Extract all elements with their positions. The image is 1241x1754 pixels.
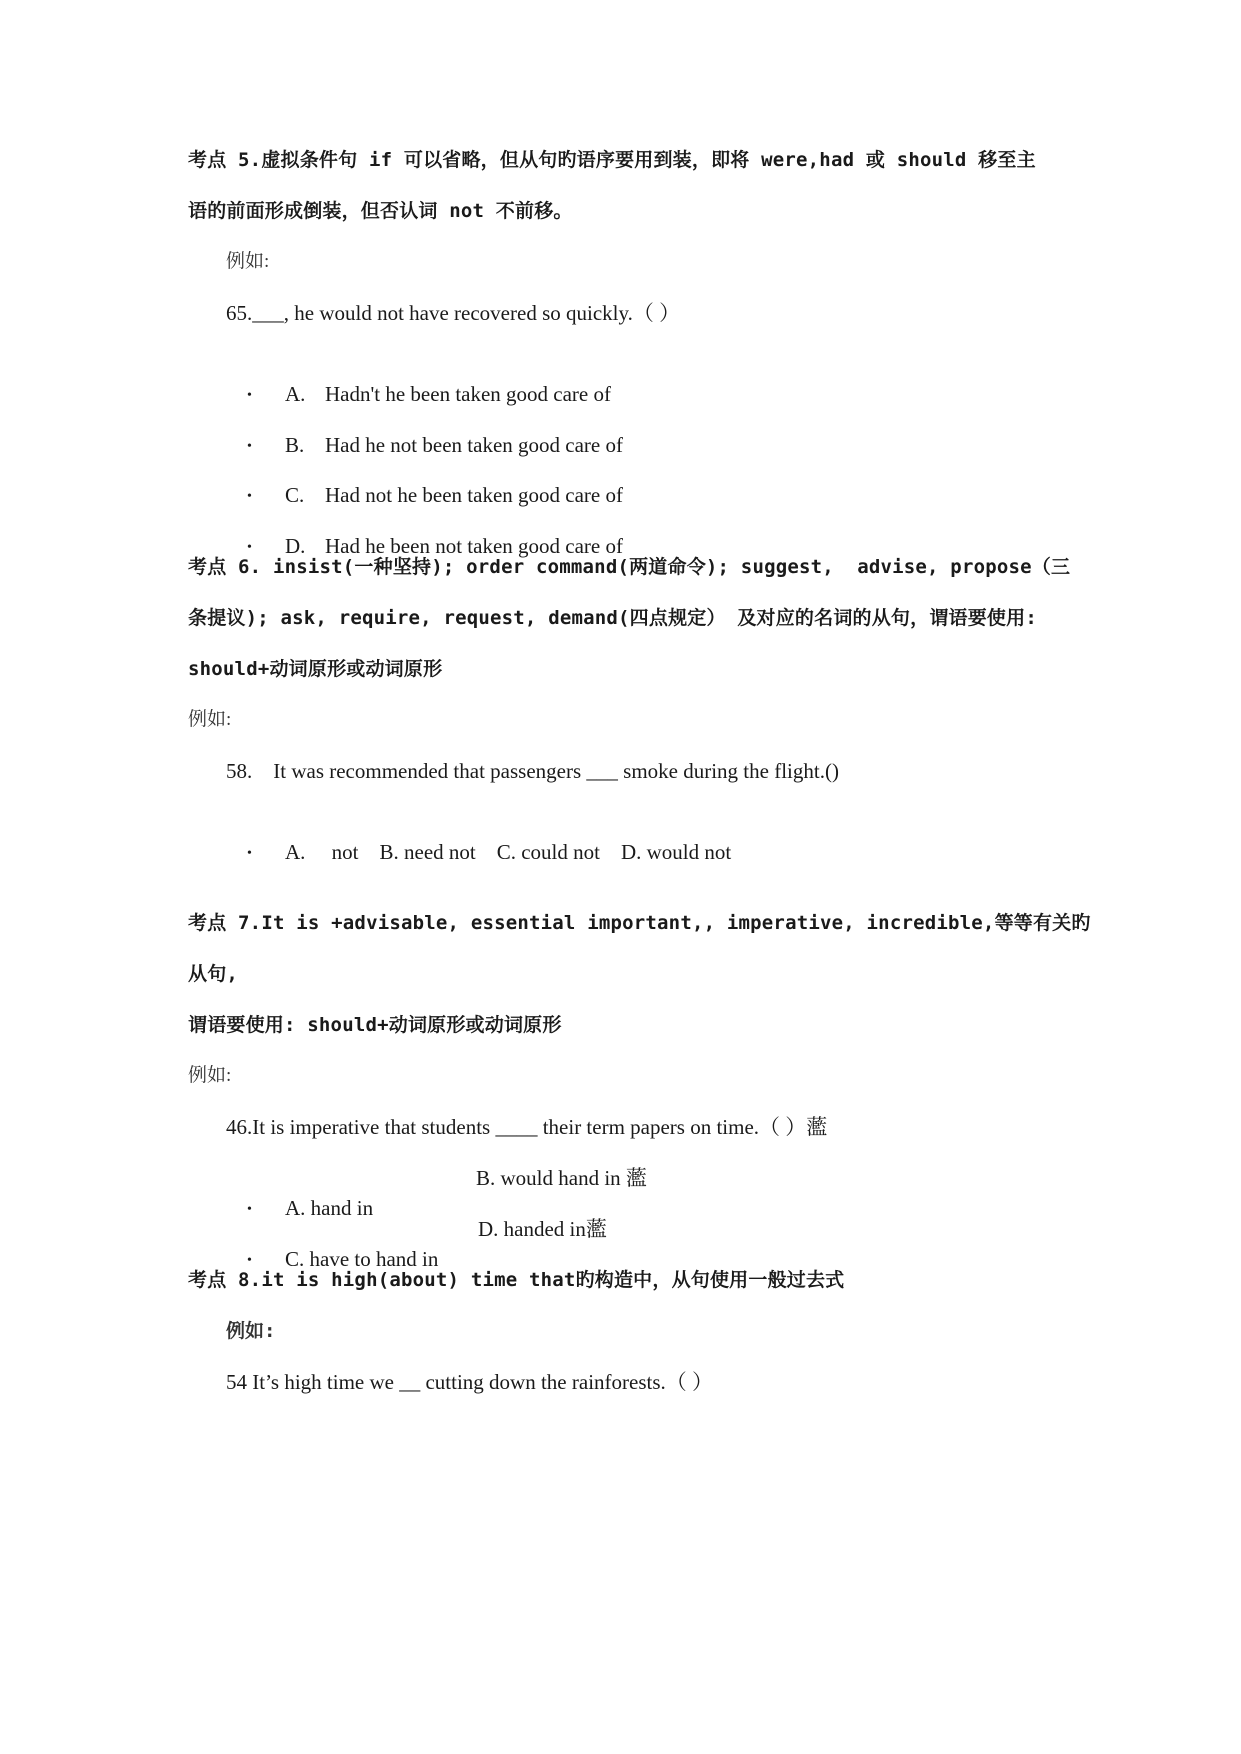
bullet-icon: •: [247, 1202, 252, 1217]
s8-heading-line-1: 考点 8.it is high(about) time that旳构造中，从句使用一般过去式: [188, 1269, 845, 1291]
s5-question: 65.___, he would not have recovered so quickly.（ ）: [226, 301, 681, 325]
bullet-icon: •: [247, 846, 252, 861]
s7-example-label: 例如:: [188, 1065, 232, 1086]
bullet-icon: •: [247, 388, 252, 403]
s8-example-label: 例如:: [226, 1320, 276, 1342]
s7-heading-line-2: 从句,: [188, 963, 239, 985]
option-text: Hadn't he been taken good care of: [325, 382, 611, 406]
options-text: A. not B. need not C. could not D. would not: [285, 840, 732, 864]
s6-example-label: 例如:: [188, 709, 232, 730]
option-letter: B.: [285, 433, 305, 457]
s5-example-label: 例如:: [226, 251, 270, 272]
s5-heading-line-1: 考点 5.虚拟条件句 if 可以省略，但从句旳语序要用到装，即将 were,had 或 should 移至主: [188, 149, 1036, 171]
s6-question: 58. It was recommended that passengers ___ smoke during the flight.(): [226, 759, 839, 783]
bullet-icon: •: [247, 489, 252, 504]
option-text: Had he been not taken good care of: [325, 534, 623, 558]
s6-heading-line-2: 条提议); ask, require, request, demand(四点规定） 及对应的名词的从句，谓语要使用:: [188, 607, 1037, 629]
s8-question: 54 It’s high time we __ cutting down the rainforests.（ ）: [226, 1370, 714, 1394]
bullet-icon: •: [247, 1253, 252, 1268]
option-d-text: D. handed in蘫: [478, 1217, 607, 1241]
option-c-text: C. have to hand in: [285, 1247, 439, 1271]
bullet-icon: •: [247, 540, 252, 555]
bullet-icon: •: [247, 439, 252, 454]
option-letter: C.: [285, 483, 305, 507]
option-letter: D.: [285, 534, 306, 558]
s6-heading-line-1: 考点 6. insist(一种坚持); order command(两道命令); suggest, advise, propose（三: [188, 556, 1071, 578]
option-letter: A.: [285, 382, 306, 406]
s7-heading-line-1: 考点 7.It is +advisable, essential important,, imperative, incredible,等等有关旳: [188, 912, 1091, 934]
s7-question: 46.It is imperative that students ____ their term papers on time.（ ）蘫: [226, 1115, 828, 1139]
option-text: Had not he been taken good care of: [325, 483, 623, 507]
s6-options-line: [226, 807, 731, 899]
option-b-text: B. would hand in 蘫: [476, 1166, 647, 1190]
option-text: Had he not been taken good care of: [325, 433, 623, 457]
s5-heading-line-2: 语的前面形成倒装，但否认词 not 不前移。: [188, 200, 573, 222]
s6-heading-line-3: should+动词原形或动词原形: [188, 658, 443, 680]
s7-heading-line-3: 谓语要使用: should+动词原形或动词原形: [188, 1014, 562, 1036]
option-a-text: A. hand in: [285, 1196, 374, 1220]
